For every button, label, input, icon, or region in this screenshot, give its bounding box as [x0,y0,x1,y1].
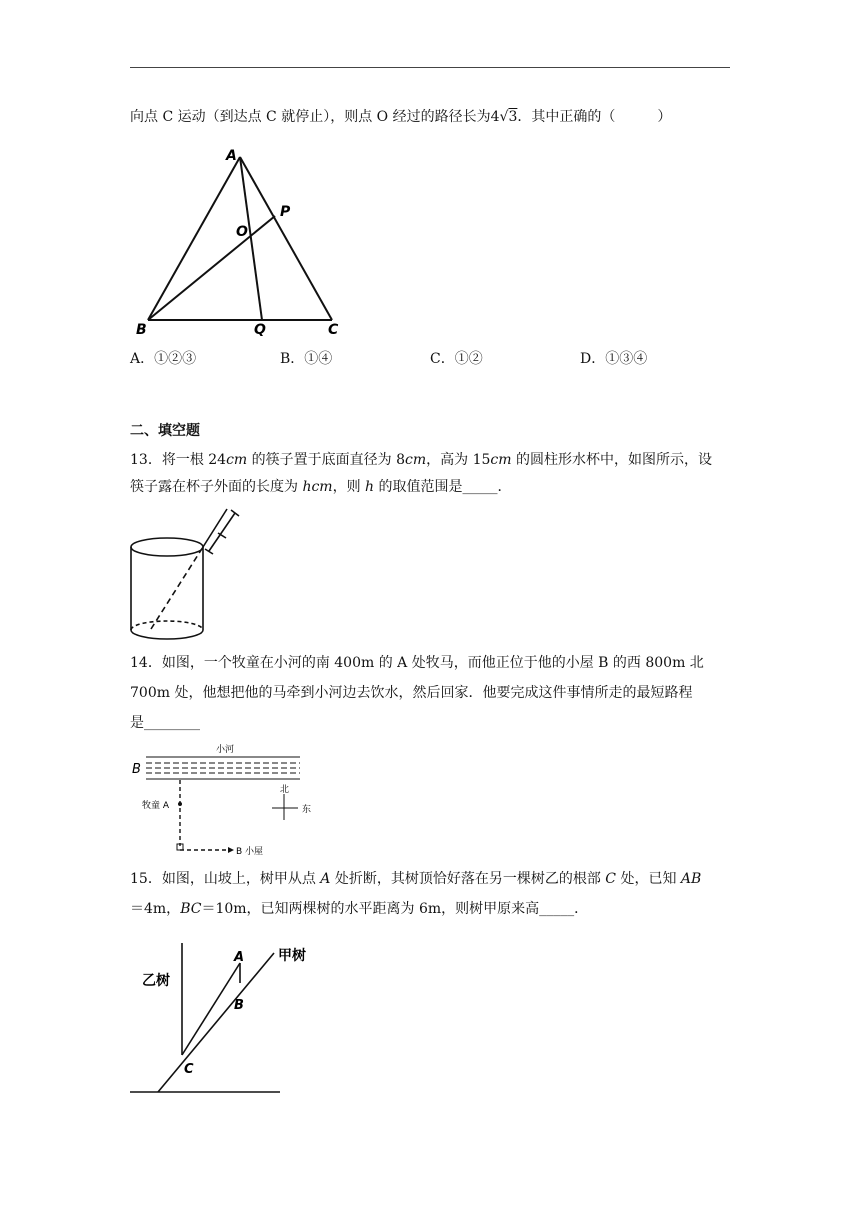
q15-t3: 处，已知 [616,871,681,887]
label-house: B 小屋 [236,847,264,857]
q12-coef: 4 [490,109,500,125]
q13-t5: 筷子露在杯子外面的长度为 [130,479,303,495]
q15-t4: ＝4m， [130,901,181,917]
label-b-slope: B [234,998,244,1013]
label-tree-yi: 乙树 [142,973,170,989]
q13-unit1: cm [226,452,248,468]
q15-line2 [130,899,588,919]
option-d[interactable]: D．①③④ [580,351,648,367]
q15-t2: 处折断，其树顶恰好落在另一棵树乙的根部 [330,871,606,887]
edge-ab [148,157,240,320]
label-q: Q [254,322,266,338]
q15-point-a: A [320,871,331,887]
q13-t4: 的圆柱形水杯中，如图所示，设 [511,452,712,468]
header-rule [130,67,730,68]
q13-line2 [130,477,512,497]
section-title: 二、填空题 [130,423,200,439]
q15-seg-ab: AB [680,871,702,887]
label-b-river: B [132,762,141,777]
q13-t3: ，高为 15 [426,452,491,468]
label-a: A [226,148,237,164]
q15-line1 [130,869,701,889]
q13-cup-figure [125,505,245,645]
q15-t1: 15．如图，山坡上，树甲从点 [130,871,321,887]
label-herd: 牧童 A [142,801,170,811]
q15-point-c: C [605,871,617,887]
option-a[interactable]: A．①②③ [130,351,197,367]
q15-t5: ＝10m，已知两棵树的水平距离为 6m，则树甲原来高_____． [201,901,589,917]
q13-line1 [130,450,712,470]
label-c-slope: C [184,1062,194,1077]
edge-ac [240,157,332,320]
point-a [178,802,182,806]
q13-var-h: h [365,479,375,495]
label-tree-jia: 甲树 [278,948,306,964]
label-east: 东 [302,805,312,815]
q13-unit3: cm [490,452,512,468]
q12-tail: ．其中正确的（ ） [517,109,672,125]
cup-top-ellipse [131,538,203,556]
measure-tick-2 [231,510,239,516]
chopstick-inside [151,547,203,629]
option-b[interactable]: B．①④ [280,351,333,367]
option-c[interactable]: C．①② [430,351,483,367]
label-b: B [136,322,147,338]
q15-slope-figure [128,935,328,1100]
slope-line [158,953,274,1092]
q13-t7: 的取值范围是_____． [374,479,512,495]
q14-river-figure [128,742,328,862]
q12-line: 向点 C 运动（到达点 C 就停止），则点 O 经过的路径长为4√3．其中正确的（ ） [130,109,672,125]
q12-root: 3 [508,109,518,125]
q12-text: 向点 C 运动（到达点 C 就停止），则点 O 经过的路径长为 [130,109,491,125]
q14-line2: 700m 处，他想把他的马牵到小河边去饮水，然后回家．他要完成这件事情所走的最短路程 [130,685,693,701]
q15-seg-bc: BC [180,901,202,917]
q14-line3: 是________ [130,715,200,731]
label-p: P [280,204,291,220]
label-north: 北 [280,785,290,795]
arrow-head [228,847,234,853]
q12-triangle-figure [130,140,350,340]
q13-t1: 13．将一根 24 [130,452,227,468]
q13-t6: ，则 [332,479,366,495]
q14-line1: 14．如图，一个牧童在小河的南 400m 的 A 处牧马，而他正位于他的小屋 B 的西 800m 北 [130,655,704,671]
q13-unit2: cm [405,452,427,468]
fallen-top [182,963,240,1055]
cup-bottom-back [131,621,203,630]
river-label: 小河 [216,745,235,755]
cup-bottom-front [131,630,203,639]
q13-t2: 的筷子置于底面直径为 8 [247,452,406,468]
label-c: C [328,322,339,338]
q13-var-hcm: hcm [302,479,333,495]
label-o: O [236,224,248,240]
label-a-slope: A [234,950,245,965]
